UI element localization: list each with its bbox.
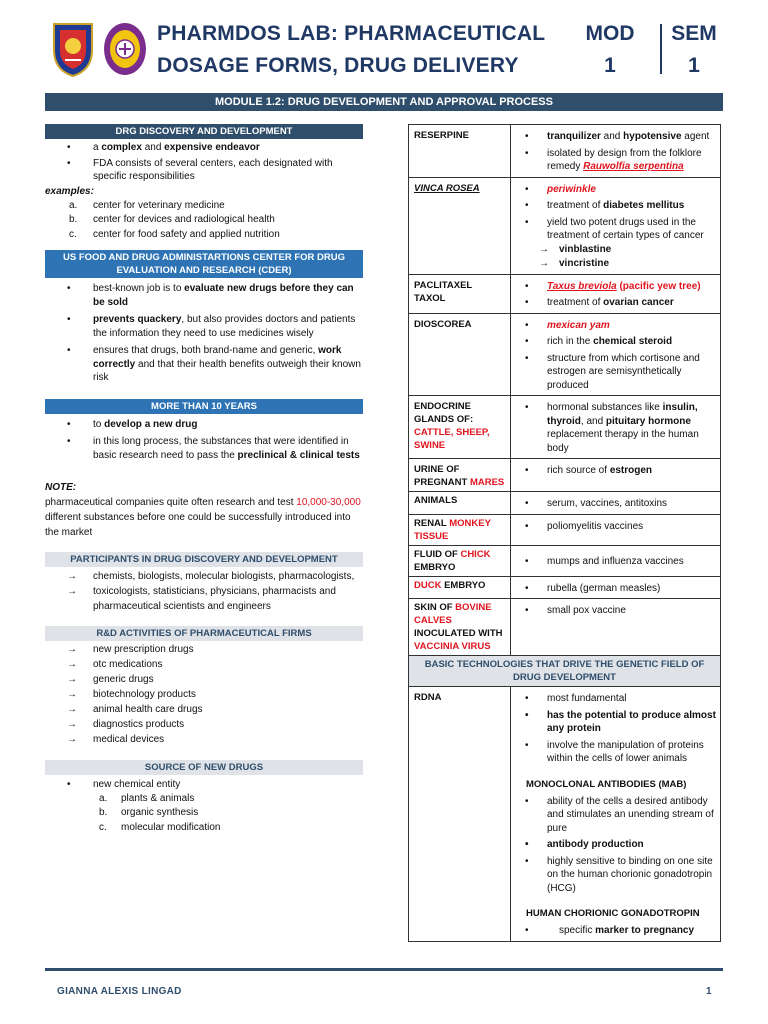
- text-bold: evaluate new drugs before they can be sold: [93, 283, 354, 308]
- text-red: VACCINIA VIRUS: [414, 641, 491, 652]
- text-red: (pacific yew tree): [616, 280, 701, 292]
- text-bold: tranquilizer: [547, 131, 601, 142]
- text: center for food safety and applied nutrition: [93, 228, 280, 240]
- text-bold: chemical steroid: [593, 336, 673, 347]
- list-item: • highly sensitive to binding on one site on the human chorionic gonadotropin (HCG): [511, 855, 716, 896]
- text-red: BOVINE CALVES: [414, 602, 492, 626]
- table-cell-details: [511, 459, 720, 491]
- table-row: [409, 599, 720, 656]
- table-cell-name: [409, 396, 511, 458]
- text: center for devices and radiological health: [93, 214, 275, 225]
- list-item: • most fundamental: [511, 692, 716, 706]
- sem-number: 1: [688, 54, 700, 77]
- text: hormonal substances like: [547, 402, 663, 413]
- list-item: → chemists, biologists, molecular biologists, pharmacologists,: [45, 569, 363, 584]
- page-number: 1: [706, 986, 712, 997]
- text-red: CATTLE, SHEEP, SWINE: [414, 427, 490, 451]
- text: organic synthesis: [121, 807, 199, 818]
- note-text: [45, 495, 363, 540]
- list-item: • has the potential to produce almost any protein: [511, 709, 716, 736]
- section-header-rd-activities: R&D ACTIVITIES OF PHARMACEUTICAL FIRMS: [45, 626, 363, 641]
- list-item: → biotechnology products: [45, 687, 363, 702]
- header-divider: [660, 24, 662, 74]
- text-bold: work correctly: [93, 345, 342, 370]
- text-red: MARES: [469, 477, 505, 488]
- list-item: [511, 183, 716, 197]
- table-row: [409, 178, 720, 275]
- text: agent: [681, 131, 710, 142]
- list-item: → toxicologists, statisticians, physicians, pharmacists and pharmaceutical scientists and engineers: [45, 584, 363, 614]
- text-red: CHICK: [460, 548, 491, 560]
- university-seal-logo: [50, 20, 96, 78]
- text-bold: prevents quackery: [93, 314, 182, 325]
- list-item: [45, 228, 363, 243]
- table-cell-details: [511, 687, 720, 941]
- list-item: [511, 464, 716, 478]
- text-red: periwinkle: [547, 183, 596, 195]
- text: best-known job is to: [93, 283, 185, 294]
- text: EMBRYO: [441, 579, 486, 591]
- note-label: NOTE:: [45, 482, 77, 493]
- list-item: [45, 282, 363, 309]
- table-cell-details: [511, 492, 720, 514]
- text-bold: preclinical & clinical tests: [237, 449, 360, 461]
- table-cell-details: [511, 599, 720, 655]
- table-cell-name: RESERPINE: [409, 125, 511, 177]
- table-cell-details: [511, 314, 720, 396]
- text: RENAL: [414, 517, 450, 529]
- table-row: [409, 396, 720, 459]
- list-item: • ability of the cells a desired antibody and stimulates an unending stream of pure: [511, 795, 716, 836]
- list-item: [45, 344, 363, 385]
- mod-number: 1: [604, 54, 616, 77]
- list-item: [511, 147, 716, 174]
- table-cell-name: ANIMALS: [409, 492, 511, 514]
- list-item: → new prescription drugs: [45, 642, 363, 657]
- text-red: mexican yam: [547, 319, 610, 331]
- list-item: → vincristine: [511, 257, 716, 271]
- table-cell-details: [511, 178, 720, 274]
- table-cell-name: [409, 515, 511, 545]
- module-title-bar: MODULE 1.2: DRUG DEVELOPMENT AND APPROVAL PROCESS: [45, 93, 723, 111]
- mod-label: MOD: [585, 22, 635, 45]
- text-bold: ovarian cancer: [603, 297, 674, 308]
- list-item: [511, 296, 716, 310]
- list-item: [45, 313, 363, 340]
- text: and: [141, 142, 165, 153]
- list-item: → medical devices: [45, 732, 363, 747]
- list-item: [45, 806, 363, 821]
- text-bold: pituitary hormone: [605, 415, 691, 427]
- list-item: • poliomyelitis vaccines: [511, 520, 716, 534]
- table-row: [409, 515, 720, 546]
- text: a: [93, 142, 102, 153]
- text: center for veterinary medicine: [93, 199, 225, 211]
- table-row: [409, 125, 720, 178]
- text: in this long process, the substances that were identified in basic research need to pass the: [93, 436, 349, 461]
- list-item: → generic drugs: [45, 672, 363, 687]
- text: plants & animals: [121, 792, 195, 804]
- list-letter: b.: [69, 214, 78, 225]
- list-item: • rubella (german measles): [511, 582, 716, 596]
- list-item: → diagnostics products: [45, 717, 363, 732]
- table-cell-details: [511, 396, 720, 458]
- list-item: [511, 401, 716, 442]
- text: replacement therapy in the human: [547, 429, 699, 440]
- list-item: [45, 213, 363, 228]
- college-seal-logo: [102, 20, 148, 78]
- table-row: [409, 459, 720, 492]
- text-bold: develop a new drug: [104, 418, 198, 430]
- text: ensures that drugs, both brand-name and generic,: [93, 345, 319, 356]
- table-row: [409, 314, 720, 397]
- table-cell-name: [409, 546, 511, 576]
- text: URINE OF PREGNANT: [414, 464, 470, 488]
- list-item: [45, 199, 363, 214]
- list-item: [511, 335, 716, 349]
- table-cell-name: [409, 459, 511, 491]
- list-item: • small pox vaccine: [511, 604, 716, 618]
- text-red: DUCK: [414, 579, 442, 591]
- text: isolated by design from the folklore remedy: [547, 147, 702, 172]
- text-bold: hypotensive: [623, 131, 682, 142]
- text: treatment of: [547, 297, 604, 308]
- list-item: • new chemical entity: [45, 778, 363, 792]
- page-header: [0, 0, 768, 90]
- text: FLUID OF: [414, 548, 461, 560]
- list-item: • mumps and influenza vaccines: [511, 555, 716, 569]
- table-row: [409, 546, 720, 577]
- header-title-line-1: PHARMDOS LAB: PHARMACEUTICAL: [157, 22, 546, 45]
- table-cell-name: DIOSCOREA: [409, 314, 511, 396]
- text: , and: [580, 415, 606, 427]
- table-row: [409, 687, 720, 941]
- text: specific: [559, 925, 596, 936]
- table-row: [409, 577, 720, 600]
- list-item: [511, 199, 716, 213]
- text-bold: insulin, thyroid: [547, 402, 698, 427]
- list-letter: c.: [99, 821, 107, 833]
- sem-label: SEM: [671, 22, 717, 45]
- text-bold: diabetes mellitus: [603, 200, 685, 211]
- table-cell-name: VINCA ROSEA: [409, 178, 511, 274]
- text: to: [93, 418, 105, 430]
- section-header-basic-technologies: BASIC TECHNOLOGIES THAT DRIVE THE GENETIC FIELD OF DRUG DEVELOPMENT: [409, 656, 720, 687]
- text: treatment of: [547, 200, 604, 211]
- section-header-participants: PARTICIPANTS IN DRUG DISCOVERY AND DEVELOPMENT: [45, 552, 363, 567]
- examples-label: examples:: [45, 185, 94, 197]
- section-header-more-than-10-years: MORE THAN 10 YEARS: [45, 399, 363, 414]
- text: pharmaceutical companies quite often research and test: [45, 497, 297, 508]
- table-cell-name: RDNA: [409, 687, 511, 941]
- text: INOCULATED WITH: [414, 628, 503, 639]
- list-item: • antibody production: [511, 838, 716, 852]
- text-bold: expensive endeavor: [164, 142, 260, 153]
- list-item: [45, 418, 363, 432]
- text: rich source of: [547, 465, 610, 476]
- list-item: • serum, vaccines, antitoxins: [511, 497, 716, 511]
- list-item: [511, 280, 716, 294]
- list-letter: c.: [69, 228, 77, 240]
- footer-author: GIANNA ALEXIS LINGAD: [57, 986, 182, 997]
- table-cell-details: [511, 577, 720, 599]
- subheading-mab: MONOCLONAL ANTIBODIES (MAB): [526, 778, 687, 790]
- list-item: • structure from which cortisone and estrogen are semisynthetically produced: [511, 352, 716, 393]
- text-red: 10,000-30,000: [296, 497, 361, 508]
- list-letter: b.: [99, 807, 108, 818]
- text: SKIN OF: [414, 602, 456, 613]
- table-cell-details: [511, 515, 720, 545]
- text-red: MONKEY TISSUE: [414, 517, 491, 542]
- subheading-hcg: HUMAN CHORIONIC GONADOTROPIN: [526, 908, 700, 919]
- list-item: [45, 435, 363, 462]
- table-cell-name: PACLITAXEL TAXOL: [409, 275, 511, 313]
- text: and that their health benefits outweigh their known risk: [93, 358, 361, 383]
- section-header-source-of-new-drugs: SOURCE OF NEW DRUGS: [45, 760, 363, 775]
- table-cell-name: [409, 599, 511, 655]
- list-letter: a.: [69, 199, 78, 211]
- list-item: • FDA consists of several centers, each designated with specific responsibilities: [45, 157, 363, 184]
- table-cell-details: [511, 275, 720, 313]
- list-item: [45, 792, 363, 807]
- text-red: Rauwolfia serpentina: [583, 161, 684, 172]
- text: and: [600, 131, 624, 142]
- table-cell-name: [409, 577, 511, 599]
- list-item: [511, 130, 716, 144]
- list-item: [45, 821, 363, 836]
- list-item-continuation: body: [547, 442, 569, 454]
- list-item: → otc medications: [45, 657, 363, 672]
- list-item: [511, 924, 716, 938]
- table-cell-details: [511, 546, 720, 576]
- table-row: [409, 492, 720, 515]
- list-item: → vinblastine: [511, 243, 716, 257]
- list-letter: a.: [99, 792, 108, 804]
- text-bold: marker to pregnancy: [595, 925, 695, 936]
- section-header-drg-discovery: DRG DISCOVERY AND DEVELOPMENT: [45, 124, 363, 139]
- text: ENDOCRINE GLANDS OF:: [414, 401, 474, 425]
- left-column: [45, 124, 363, 835]
- list-item: • yield two potent drugs used in the treatment of certain types of cancer: [511, 216, 716, 243]
- table-row: [409, 275, 720, 314]
- text: , but also provides doctors and patients the information they need to use medicines wisely: [93, 314, 356, 339]
- list-item: [511, 319, 716, 333]
- header-title-line-2: DOSAGE FORMS, DRUG DELIVERY: [157, 54, 519, 77]
- list-item: → animal health care drugs: [45, 702, 363, 717]
- text: molecular modification: [121, 821, 221, 833]
- footer-rule: [45, 968, 723, 971]
- text-red: Taxus breviola: [547, 280, 617, 292]
- text: EMBRYO: [414, 561, 456, 573]
- drug-source-table: [408, 124, 721, 942]
- text: rich in the: [547, 336, 594, 347]
- list-item: • involve the manipulation of proteins within the cells of lower animals: [511, 739, 716, 766]
- text-bold: estrogen: [609, 465, 653, 476]
- table-cell-details: [511, 125, 720, 177]
- section-header-cder: US FOOD AND DRUG ADMINISTARTIONS CENTER FOR DRUG EVALUATION AND RESEARCH (CDER): [45, 250, 363, 278]
- text-bold: complex: [101, 142, 142, 153]
- list-item: [45, 141, 363, 155]
- text: different substances before one could be successfully introduced into the market: [45, 512, 351, 538]
